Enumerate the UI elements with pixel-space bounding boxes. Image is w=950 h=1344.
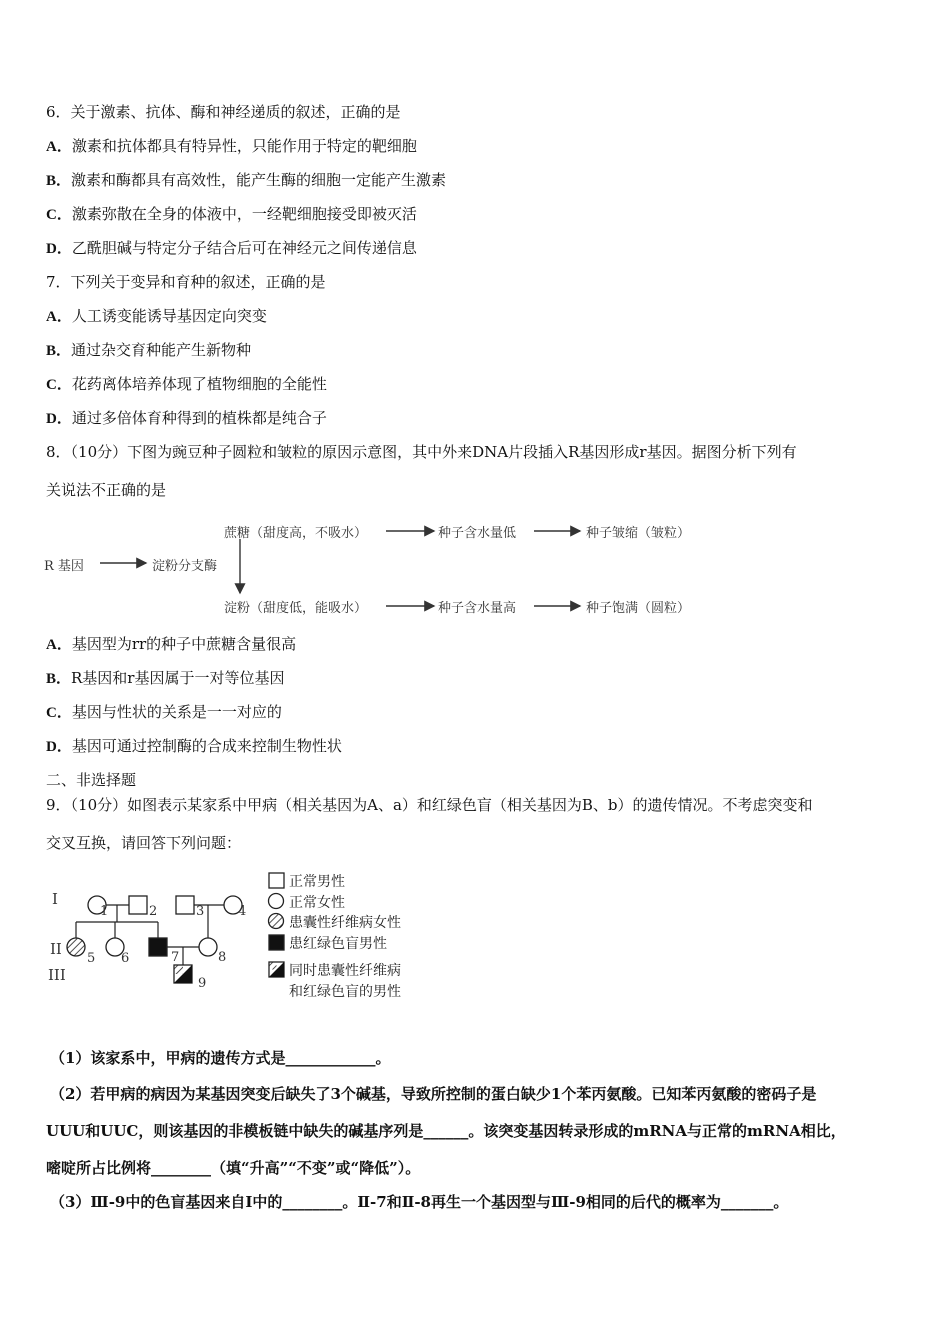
diagram-starch: 淀粉（甜度低，能吸水） bbox=[224, 601, 368, 616]
q8-stem-line1: 8．（10分）下图为豌豆种子圆粒和皱粒的原因示意图，其中外来DNA片段插入R基因形成r基因。据图分析下列有 bbox=[46, 443, 797, 461]
person-label-5: 5 bbox=[87, 951, 96, 966]
generation-label-1: I bbox=[52, 890, 58, 908]
generation-label-2: II bbox=[50, 940, 62, 958]
q6-option-c[interactable] bbox=[46, 204, 417, 225]
option-key: C． bbox=[46, 705, 72, 721]
diagram-round: 种子饱满（圆粒） bbox=[586, 601, 691, 616]
person-8-circle bbox=[199, 938, 217, 956]
q8-option-a[interactable] bbox=[46, 634, 296, 655]
person-label-6: 6 bbox=[121, 951, 130, 966]
option-key: B． bbox=[46, 173, 72, 189]
option-key: B． bbox=[46, 343, 72, 359]
q9-sub2-line1: （2）若甲病的病因为某基因突变后缺失了3个碱基，导致所控制的蛋白缺少1个苯丙氨酸。已知苯丙氨酸的密码子是 bbox=[50, 1085, 817, 1103]
person-label-2: 2 bbox=[149, 904, 158, 919]
q7-option-d[interactable] bbox=[46, 408, 327, 429]
q6-stem: 6．关于激素、抗体、酶和神经递质的叙述，正确的是 bbox=[46, 103, 401, 121]
option-key: A． bbox=[46, 637, 72, 653]
q8-diagram bbox=[40, 515, 740, 620]
diagram-r-gene: R 基因 bbox=[44, 559, 84, 574]
diagram-high-water: 种子含水量高 bbox=[438, 601, 517, 616]
legend-both-male-hatch-half bbox=[269, 962, 277, 970]
diagram-sucrose: 蔗糖（甜度高，不吸水） bbox=[224, 526, 368, 541]
q6-option-d[interactable] bbox=[46, 238, 417, 259]
q9-sub2-line3: 嘧啶所占比例将________（填“升高”“不变”或“降低”）。 bbox=[46, 1159, 421, 1177]
legend-normal-male: 正常男性 bbox=[289, 874, 345, 890]
option-key: D． bbox=[46, 241, 72, 257]
diagram-wrinkled: 种子皱缩（皱粒） bbox=[586, 526, 691, 541]
person-9-hatch-half bbox=[174, 965, 183, 974]
option-key: A． bbox=[46, 309, 72, 325]
option-text: 基因与性状的关系是一一对应的 bbox=[71, 703, 282, 721]
legend-normal-female: 正常女性 bbox=[289, 895, 345, 911]
generation-label-3: III bbox=[48, 966, 66, 984]
legend-colorblind-male: 患红绿色盲男性 bbox=[289, 936, 387, 952]
option-text: 人工诱变能诱导基因定向突变 bbox=[71, 307, 267, 325]
q6-option-a[interactable] bbox=[46, 136, 417, 157]
option-key: D． bbox=[46, 411, 72, 427]
q7-option-b[interactable] bbox=[46, 340, 251, 361]
option-text: 基因可通过控制酶的合成来控制生物性状 bbox=[71, 737, 342, 755]
q8-stem-line2: 关说法不正确的是 bbox=[46, 481, 167, 499]
legend-affected-female-symbol bbox=[269, 914, 284, 929]
option-key: C． bbox=[46, 207, 72, 223]
person-label-7: 7 bbox=[171, 950, 180, 965]
q6-option-b[interactable] bbox=[46, 170, 446, 191]
option-text: R基因和r基因属于一对等位基因 bbox=[71, 669, 285, 687]
q9-stem-line1: 9．（10分）如图表示某家系中甲病（相关基因为A、a）和红绿色盲（相关基因为B、b）的遗传情况。不考虑突变和 bbox=[46, 796, 813, 814]
person-2-square bbox=[129, 896, 147, 914]
option-key: A． bbox=[46, 139, 72, 155]
section-heading: 二、非选择题 bbox=[46, 771, 137, 789]
q9-sub2-line2: UUU和UUC，则该基因的非模板链中缺失的碱基序列是______。该突变基因转录形成的mRNA与正常的mRNA相比， bbox=[46, 1122, 846, 1140]
q9-stem-line2: 交叉互换，请回答下列问题： bbox=[46, 834, 242, 852]
q8-option-d[interactable] bbox=[46, 736, 342, 757]
option-text: 通过杂交育种能产生新物种 bbox=[71, 341, 252, 359]
q7-stem: 7．下列关于变异和育种的叙述，正确的是 bbox=[46, 273, 326, 291]
q7-option-a[interactable] bbox=[46, 306, 267, 327]
diagram-low-water: 种子含水量低 bbox=[438, 526, 517, 541]
person-label-3: 3 bbox=[196, 904, 205, 919]
legend-both-line1: 同时患囊性纤维病 bbox=[289, 963, 401, 979]
option-text: 激素和抗体都具有特异性，只能作用于特定的靶细胞 bbox=[71, 137, 417, 155]
option-key: C． bbox=[46, 377, 72, 393]
person-label-4: 4 bbox=[238, 904, 247, 919]
person-label-9: 9 bbox=[198, 976, 207, 991]
person-3-square bbox=[176, 896, 194, 914]
q8-option-b[interactable] bbox=[46, 668, 284, 689]
pedigree-chart bbox=[40, 862, 440, 1002]
q9-sub1: （1）该家系中，甲病的遗传方式是____________。 bbox=[50, 1049, 391, 1067]
diagram-enzyme: 淀粉分支酶 bbox=[152, 559, 218, 574]
option-key: B． bbox=[46, 671, 72, 687]
legend-colorblind-male-symbol bbox=[269, 935, 284, 950]
option-text: 乙酰胆碱与特定分子结合后可在神经元之间传递信息 bbox=[71, 239, 417, 257]
person-7-square bbox=[149, 938, 167, 956]
q7-option-c[interactable] bbox=[46, 374, 327, 395]
legend-normal-female-symbol bbox=[269, 894, 284, 909]
option-text: 基因型为rr的种子中蔗糖含量很高 bbox=[71, 635, 297, 653]
q9-sub3: （3）Ⅲ-9中的色盲基因来自Ⅰ中的________。Ⅱ-7和Ⅱ-8再生一个基因型与Ⅲ-9相同的后代的概率为_______。 bbox=[50, 1193, 789, 1211]
option-text: 通过多倍体育种得到的植株都是纯合子 bbox=[71, 409, 327, 427]
legend-both-line2: 和红绿色盲的男性 bbox=[289, 984, 401, 1000]
person-label-1: 1 bbox=[100, 904, 109, 919]
q8-option-c[interactable] bbox=[46, 702, 282, 723]
option-text: 激素弥散在全身的体液中，一经靶细胞接受即被灭活 bbox=[71, 205, 417, 223]
person-5-circle bbox=[67, 938, 85, 956]
legend-normal-male-symbol bbox=[269, 873, 284, 888]
legend-affected-female: 患囊性纤维病女性 bbox=[289, 915, 401, 931]
person-label-8: 8 bbox=[218, 950, 227, 965]
option-key: D． bbox=[46, 739, 72, 755]
option-text: 激素和酶都具有高效性，能产生酶的细胞一定能产生激素 bbox=[71, 171, 447, 189]
option-text: 花药离体培养体现了植物细胞的全能性 bbox=[71, 375, 327, 393]
